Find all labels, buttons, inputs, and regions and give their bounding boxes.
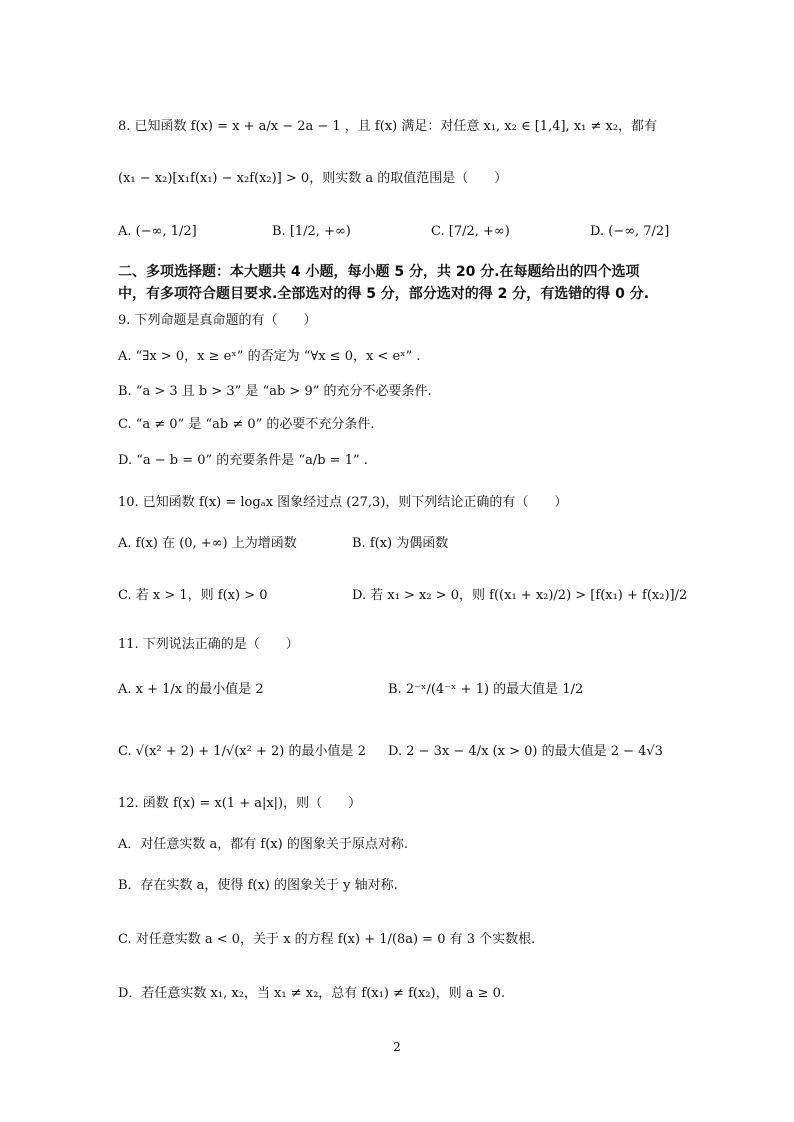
section2-heading-line1: 二、多项选择题：本大题共 4 小题，每小题 5 分，共 20 分.在每题给出的四个选项 xyxy=(118,264,640,280)
q9-option-d: D. “a − b = 0” 的充要条件是 “a/b = 1” . xyxy=(118,453,368,468)
q12-option-c: C. 对任意实数 a < 0，关于 x 的方程 f(x) + 1/(8a) = 0 有 3 个实数根. xyxy=(118,932,536,947)
q10-stem: 10. 已知函数 f(x) = logₐx 图象经过点 (27,3)，则下列结论正确的有（ ） xyxy=(118,495,568,510)
q9-option-c: C. “a ≠ 0” 是 “ab ≠ 0” 的必要不充分条件. xyxy=(118,417,375,432)
q11-option-d: D. 2 − 3x − 4/x (x > 0) 的最大值是 2 − 4√3 xyxy=(388,744,663,759)
q8-option-c: C. [7/2, +∞) xyxy=(431,224,510,239)
q10-option-c: C. 若 x > 1，则 f(x) > 0 xyxy=(118,588,268,603)
q11-stem: 11. 下列说法正确的是（ ） xyxy=(118,637,299,652)
q9-stem: 9. 下列命题是真命题的有（ ） xyxy=(118,313,317,328)
q8-option-b: B. [1/2, +∞) xyxy=(272,224,351,239)
q11-option-a: A. x + 1/x 的最小值是 2 xyxy=(118,682,264,697)
q11-option-c: C. √(x² + 2) + 1/√(x² + 2) 的最小值是 2 xyxy=(118,744,366,759)
q8-line1: 8. 已知函数 f(x) = x + a/x − 2a − 1 ，且 f(x) 满足：对任意 x₁, x₂ ∈ [1,4], x₁ ≠ x₂，都有 xyxy=(118,119,658,134)
section2-heading-line2: 中，有多项符合题目要求.全部选对的得 5 分，部分选对的得 2 分，有选错的得 0 分. xyxy=(118,286,650,302)
q12-option-d: D．若任意实数 x₁, x₂，当 x₁ ≠ x₂，总有 f(x₁) ≠ f(x₂)，则 a ≥ 0. xyxy=(118,986,506,1001)
q11-option-b: B. 2⁻ˣ/(4⁻ˣ + 1) 的最大值是 1/2 xyxy=(388,682,584,697)
q10-option-b: B. f(x) 为偶函数 xyxy=(352,536,449,551)
q8-option-d: D. (−∞, 7/2] xyxy=(590,224,670,239)
page-number: 2 xyxy=(393,1040,401,1054)
q8-line2: (x₁ − x₂)[x₁f(x₁) − x₂f(x₂)] > 0，则实数 a 的取值范围是（ ） xyxy=(118,171,508,186)
q12-option-b: B．存在实数 a，使得 f(x) 的图象关于 y 轴对称. xyxy=(118,878,398,893)
q9-option-a: A. “∃x > 0，x ≥ eˣ” 的否定为 “∀x ≤ 0，x < eˣ” . xyxy=(118,349,421,364)
q9-option-b: B. “a > 3 且 b > 3” 是 “ab > 9” 的充分不必要条件. xyxy=(118,384,432,399)
q10-option-a: A. f(x) 在 (0, +∞) 上为增函数 xyxy=(118,536,297,551)
q12-stem: 12. 函数 f(x) = x(1 + a|x|)，则（ ） xyxy=(118,796,362,811)
q8-option-a: A. (−∞, 1/2] xyxy=(118,224,197,239)
q10-option-d: D. 若 x₁ > x₂ > 0，则 f((x₁ + x₂)/2) > [f(x₁) + f(x₂)]/2 xyxy=(352,588,688,603)
q12-option-a: A．对任意实数 a，都有 f(x) 的图象关于原点对称. xyxy=(118,837,408,852)
